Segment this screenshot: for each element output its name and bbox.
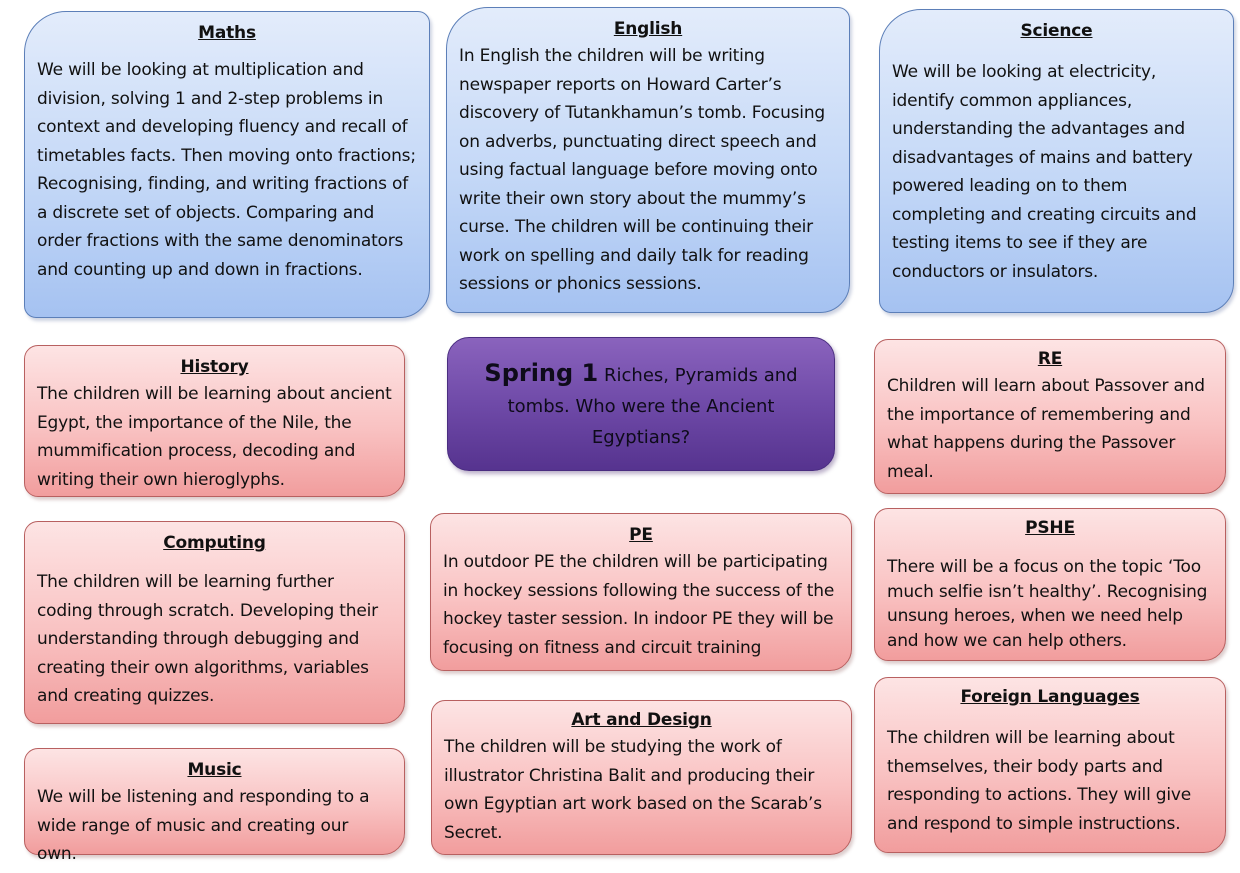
- pe-panel: [430, 513, 852, 671]
- history-text: The children will be learning about ancient Egypt, the importance of the Nile, the mummification process, decoding and writing their own hieroglyphs.: [37, 384, 392, 490]
- science-panel: [879, 9, 1234, 313]
- languages-text: The children will be learning about themselves, their body parts and responding to actions. They will give and respond to simple instructions.: [887, 728, 1192, 834]
- re-text: Children will learn about Passover and the importance of remembering and what happens during the Passover meal.: [887, 376, 1205, 482]
- topic-heading-panel: [447, 337, 835, 471]
- history-panel: [24, 345, 405, 497]
- maths-title: Maths: [198, 23, 256, 43]
- history-title: History: [180, 357, 249, 377]
- english-text: In English the children will be writing newspaper reports on Howard Carter’s discovery of Tutankhamun’s tomb. Focusing on adverbs, punctuating direct speech and using factual language before moving onto write their own story about the mummy’s curse. The children will be continuing their work on spelling and daily talk for reading sessions or phonics sessions.: [459, 46, 825, 294]
- art-panel: [431, 700, 852, 855]
- re-panel: [874, 339, 1226, 494]
- art-title: Art and Design: [571, 710, 712, 730]
- pe-title: PE: [629, 525, 653, 545]
- pe-text: In outdoor PE the children will be participating in hockey sessions following the success of the hockey taster session. In indoor PE they will be focusing on fitness and circuit training: [443, 552, 835, 658]
- science-text: We will be looking at electricity, identify common appliances, understanding the advantages and disadvantages of mains and battery powered leading on to them completing and creating circuits and testing items to see if they are conductors or insulators.: [892, 62, 1197, 282]
- re-title: RE: [1037, 349, 1063, 369]
- maths-panel: [24, 11, 430, 318]
- music-text: We will be listening and responding to a wide range of music and creating our own.: [37, 787, 370, 864]
- maths-text: We will be looking at multiplication and division, solving 1 and 2-step problems in context and developing fluency and recall of timetables facts. Then moving onto fractions; Recognising, finding, and writing fractions of a discrete set of objects. Comparing and order fractions with the same denominators and counting up and down in fractions.: [37, 60, 416, 280]
- pshe-panel: [874, 508, 1226, 661]
- music-panel: [24, 748, 405, 864]
- languages-title: Foreign Languages: [960, 687, 1140, 707]
- music-title: Music: [187, 760, 242, 780]
- computing-text: The children will be learning further coding through scratch. Developing their understanding through debugging and creating their own algorithms, variables and creating quizzes.: [37, 572, 378, 706]
- english-title: English: [613, 19, 683, 39]
- art-text: The children will be studying the work of illustrator Christina Balit and producing their own Egyptian art work based on the Scarab’s Secret.: [444, 737, 822, 843]
- science-title: Science: [1020, 21, 1093, 41]
- languages-panel: [874, 677, 1226, 853]
- term-heading: Spring 1: [484, 359, 599, 387]
- pshe-title: PSHE: [1025, 518, 1075, 538]
- pshe-text: There will be a focus on the topic ‘Too much selfie isn’t healthy’. Recognising unsung heroes, when we need help and how we can help others.: [887, 557, 1208, 651]
- computing-panel: [24, 521, 405, 724]
- computing-title: Computing: [163, 533, 266, 553]
- english-panel: [446, 7, 850, 313]
- topic-subtitle: Riches, Pyramids and tombs. Who were the Ancient Egyptians?: [507, 365, 798, 448]
